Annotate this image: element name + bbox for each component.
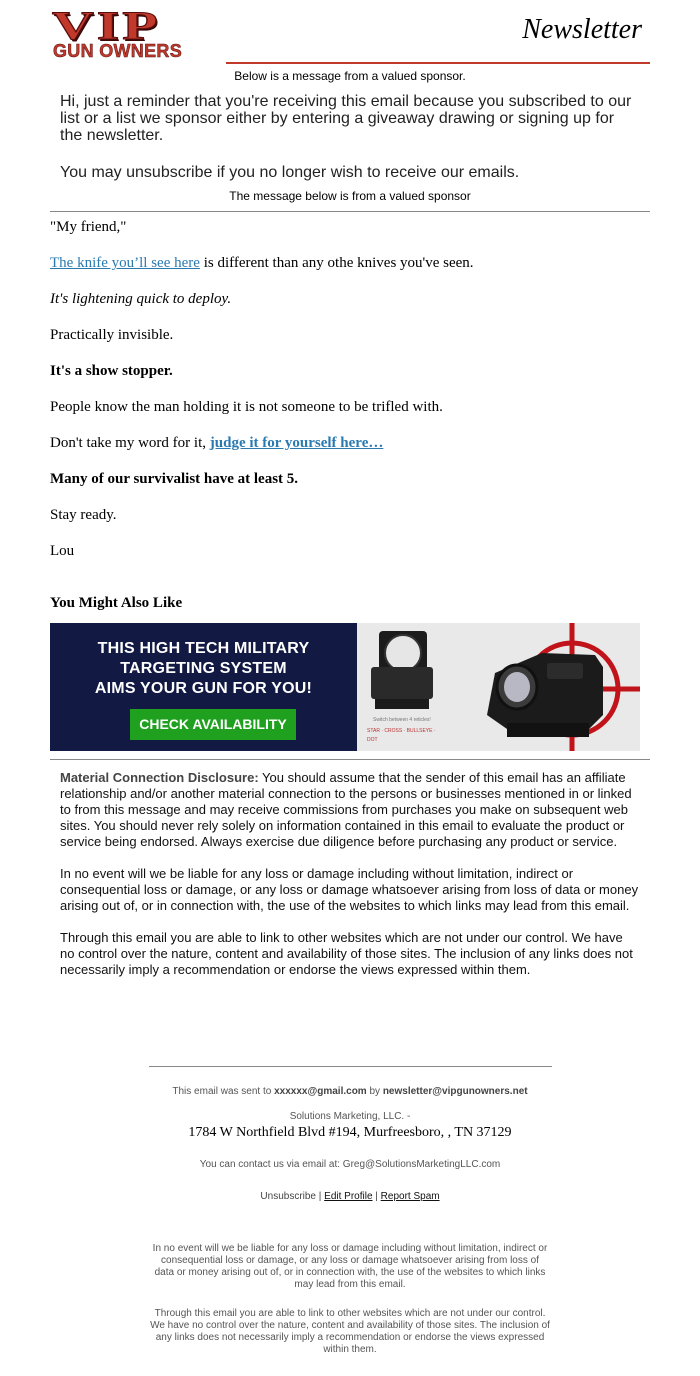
footer-divider — [149, 1066, 552, 1067]
message-line-2-text: It's lightening quick to deploy. — [50, 291, 232, 307]
company-name: Solutions Marketing, LLC. - — [289, 1111, 411, 1122]
message-line-8: Stay ready. — [50, 507, 117, 523]
subscription-reminder — [50, 85, 650, 181]
message-line-4 — [50, 362, 650, 380]
ad-headline-line-2: TARGETING SYSTEM — [120, 660, 287, 677]
greeting: "My friend," — [50, 219, 127, 235]
message-line-1 — [50, 254, 650, 272]
ad-product-image[interactable] — [357, 623, 640, 751]
knife-link[interactable]: The knife you’ll see here — [50, 255, 200, 271]
unsubscribe-notice: You may unsubscribe if you no longer wish to receive our emails. — [60, 164, 520, 181]
ad-headline — [50, 639, 357, 699]
message-line-4-text: It's a show stopper. — [50, 363, 173, 379]
message-line-5: People know the man holding it is not someone to be trifled with. — [50, 399, 443, 415]
company-address: 1784 W Northfield Blvd #194, Murfreesboro, , TN 37129 — [188, 1125, 512, 1140]
disclosure-label: Material Connection Disclosure: — [60, 770, 259, 785]
recipient-email: xxxxxx@gmail.com — [274, 1086, 367, 1097]
message-line-6 — [50, 434, 650, 452]
judge-it-link[interactable]: judge it for yourself here… — [209, 435, 384, 451]
sponsor-message — [50, 212, 650, 560]
material-connection-disclosure — [60, 770, 640, 850]
link-separator: | — [372, 1191, 381, 1202]
sender-email: newsletter@vipgunowners.net — [382, 1086, 528, 1097]
message-line-7 — [50, 470, 650, 488]
footer-liability-notice: In no event will we be liable for any loss or damage including without limitation, indirect or consequential loss or damage, or any loss or damage whatsoever arising from loss of data or money arising out of, or in connection with, the use of the websites to which links may lead from this email. — [152, 1243, 548, 1290]
sponsor-notice-top: Below is a message from a valued sponsor. — [234, 69, 466, 83]
sponsor-notice-mid: The message below is from a valued sponsor — [229, 189, 471, 203]
message-line-1-rest: is different than any othe knives you've seen. — [199, 255, 474, 271]
unsubscribe-link[interactable]: Unsubscribe — [260, 1191, 316, 1202]
logo-vip-text: VIP — [52, 3, 161, 48]
sent-mid: by — [366, 1086, 383, 1097]
reminder-text: Hi, just a reminder that you're receiving this email because you subscribed to our list or a list we sponsor either by entering a giveaway drawing or signing up for the newsletter. — [60, 93, 632, 144]
newsletter-title: Newsletter — [522, 14, 642, 45]
link-separator: | — [316, 1191, 325, 1202]
external-links-notice: Through this email you are able to link to other websites which are not under our control. We have no control over the nature, content and availability of those sites. The inclusion of any links does not necessarily imply a recommendation or endorse the views expressed within them. — [60, 930, 633, 977]
liability-notice: In no event will we be liable for any loss or damage including without limitation, indirect or consequential loss or damage, or any loss or damage whatsoever arising from loss of data or money arising out of, or in connection with, the use of the websites to which links may lead from this email. — [60, 866, 639, 913]
you-might-also-like-heading: You Might Also Like — [50, 595, 183, 611]
message-line-7-text: Many of our survivalist have at least 5. — [50, 471, 299, 487]
message-line-6-pre: Don't take my word for it, — [50, 435, 210, 451]
ad-caption: Switch between 4 reticles! — [373, 717, 431, 723]
targeting-system-ad-banner[interactable] — [50, 623, 640, 751]
footer-external-links-notice: Through this email you are able to link to other websites which are not under our control. We have no control over the nature, content and availability of those sites. The inclusion of any links does not necessarily imply a recommendation or endorse the views expressed within them. — [150, 1308, 550, 1355]
ad-headline-line-1: THIS HIGH TECH MILITARY — [97, 640, 310, 657]
logo-gun-owners-text: GUN OWNERS — [53, 41, 182, 61]
contact-email-line: You can contact us via email at: Greg@SolutionsMarketingLLC.com — [199, 1159, 501, 1170]
disclosure-text: You should assume that the sender of this email has an affiliate relationship and/or another material connection to the persons or businesses mentioned in or linked to from this message and may receive commissions from purchases you make on subsequent web sites. You should never rely solely on information contained in this email to evaluate the product or service being endorsed. Always exercise due diligence before purchasing any product or service. — [60, 770, 632, 849]
disclaimer-section — [50, 760, 650, 978]
signature: Lou — [50, 543, 75, 559]
check-availability-button[interactable]: CHECK AVAILABILITY — [130, 709, 296, 740]
vip-gun-owners-logo[interactable] — [52, 3, 228, 66]
message-line-3: Practically invisible. — [50, 327, 174, 343]
email-footer — [0, 1062, 700, 1356]
report-spam-link[interactable]: Report Spam — [380, 1191, 440, 1202]
edit-profile-link[interactable]: Edit Profile — [324, 1191, 373, 1202]
sent-pre: This email was sent to — [172, 1086, 275, 1097]
header-divider — [226, 62, 650, 64]
email-header — [50, 0, 650, 66]
reticle-legend: STAR · CROSS · BULLSEYE · DOT — [367, 728, 436, 743]
message-line-2 — [50, 290, 650, 308]
email-container — [50, 0, 650, 994]
sent-to-line — [0, 1086, 700, 1098]
ad-text-panel[interactable] — [50, 623, 357, 751]
footer-content — [0, 1086, 700, 1356]
footer-links — [0, 1191, 700, 1203]
ad-headline-line-3: AIMS YOUR GUN FOR YOU! — [94, 680, 313, 697]
